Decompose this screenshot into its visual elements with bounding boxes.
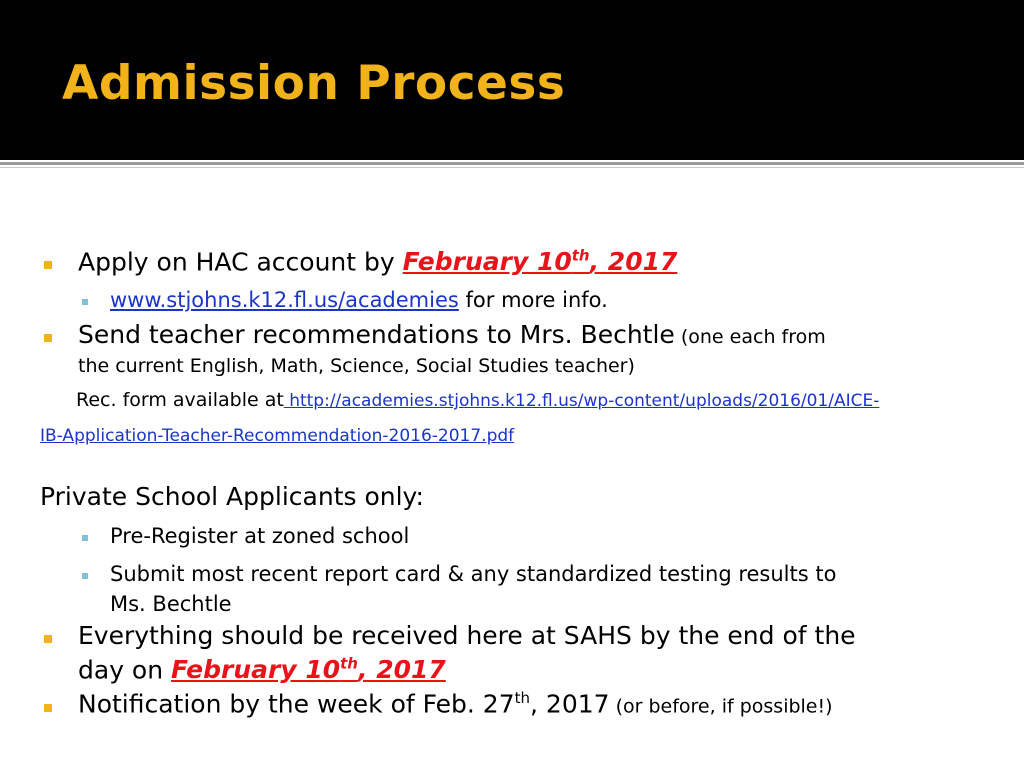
notification-text: Notification by the week of Feb. 27 (78, 689, 515, 719)
rec-form-link[interactable]: http://academies.stjohns.k12.fl.us/wp-content/uploads/2016/01/AICE- (283, 391, 880, 411)
divider-thin (0, 167, 1024, 168)
sub-bullet-icon (82, 573, 88, 579)
pre-register-item: Pre-Register at zoned school (110, 524, 410, 548)
bullet-everything-cont (78, 655, 446, 684)
rec-form-line (76, 389, 879, 411)
deadline-date-2-main: February 10 (171, 655, 341, 685)
rec-form-link-cont (40, 426, 514, 446)
page-title: Admission Process (62, 56, 566, 111)
bullet-icon (44, 635, 52, 643)
bullet-icon (44, 704, 52, 712)
apply-text: Apply on HAC account by (78, 247, 403, 277)
divider (0, 162, 1024, 165)
private-school-heading: Private School Applicants only: (40, 482, 424, 511)
info-text: for more info. (458, 288, 608, 312)
bullet-apply (78, 247, 677, 276)
bullet-everything: Everything should be received here at SAHS by the end of the (78, 621, 856, 650)
day-on-text: day on (78, 655, 172, 685)
sub-bullet-icon (82, 299, 88, 305)
recommendations-text: Send teacher recommendations to Mrs. Bechtle (78, 320, 675, 349)
deadline-date-sup: th (571, 247, 590, 265)
bullet-recommendations (78, 320, 826, 349)
deadline-date-2 (171, 655, 446, 684)
rec-form-link-2[interactable]: IB-Application-Teacher-Recommendation-2016-2017.pdf (40, 426, 515, 446)
title-bar (0, 0, 1024, 160)
recommendations-note: (one each from (674, 326, 826, 348)
rec-form-text: Rec. form available at (76, 389, 284, 411)
deadline-date-year: , 2017 (589, 247, 678, 277)
deadline-date (403, 247, 678, 276)
submit-report-item: Submit most recent report card & any standardized testing results to (110, 562, 837, 586)
bullet-notification (78, 689, 833, 718)
academies-link[interactable]: www.stjohns.k12.fl.us/academies (110, 288, 459, 312)
deadline-date-2-year: , 2017 (358, 655, 446, 685)
deadline-date-main: February 10 (402, 247, 572, 277)
notification-year: , 2017 (530, 689, 610, 719)
deadline-date-2-sup: th (340, 655, 358, 673)
sub-bullet-icon (82, 535, 88, 541)
notification-note: (or before, if possible!) (609, 695, 833, 718)
recommendations-note-cont: the current English, Math, Science, Social Studies teacher) (78, 355, 635, 377)
bullet-icon (44, 261, 52, 269)
submit-report-item-cont: Ms. Bechtle (110, 592, 232, 616)
notification-sup: th (514, 689, 531, 707)
bullet-icon (44, 334, 52, 342)
sub-bullet-info (110, 288, 608, 312)
